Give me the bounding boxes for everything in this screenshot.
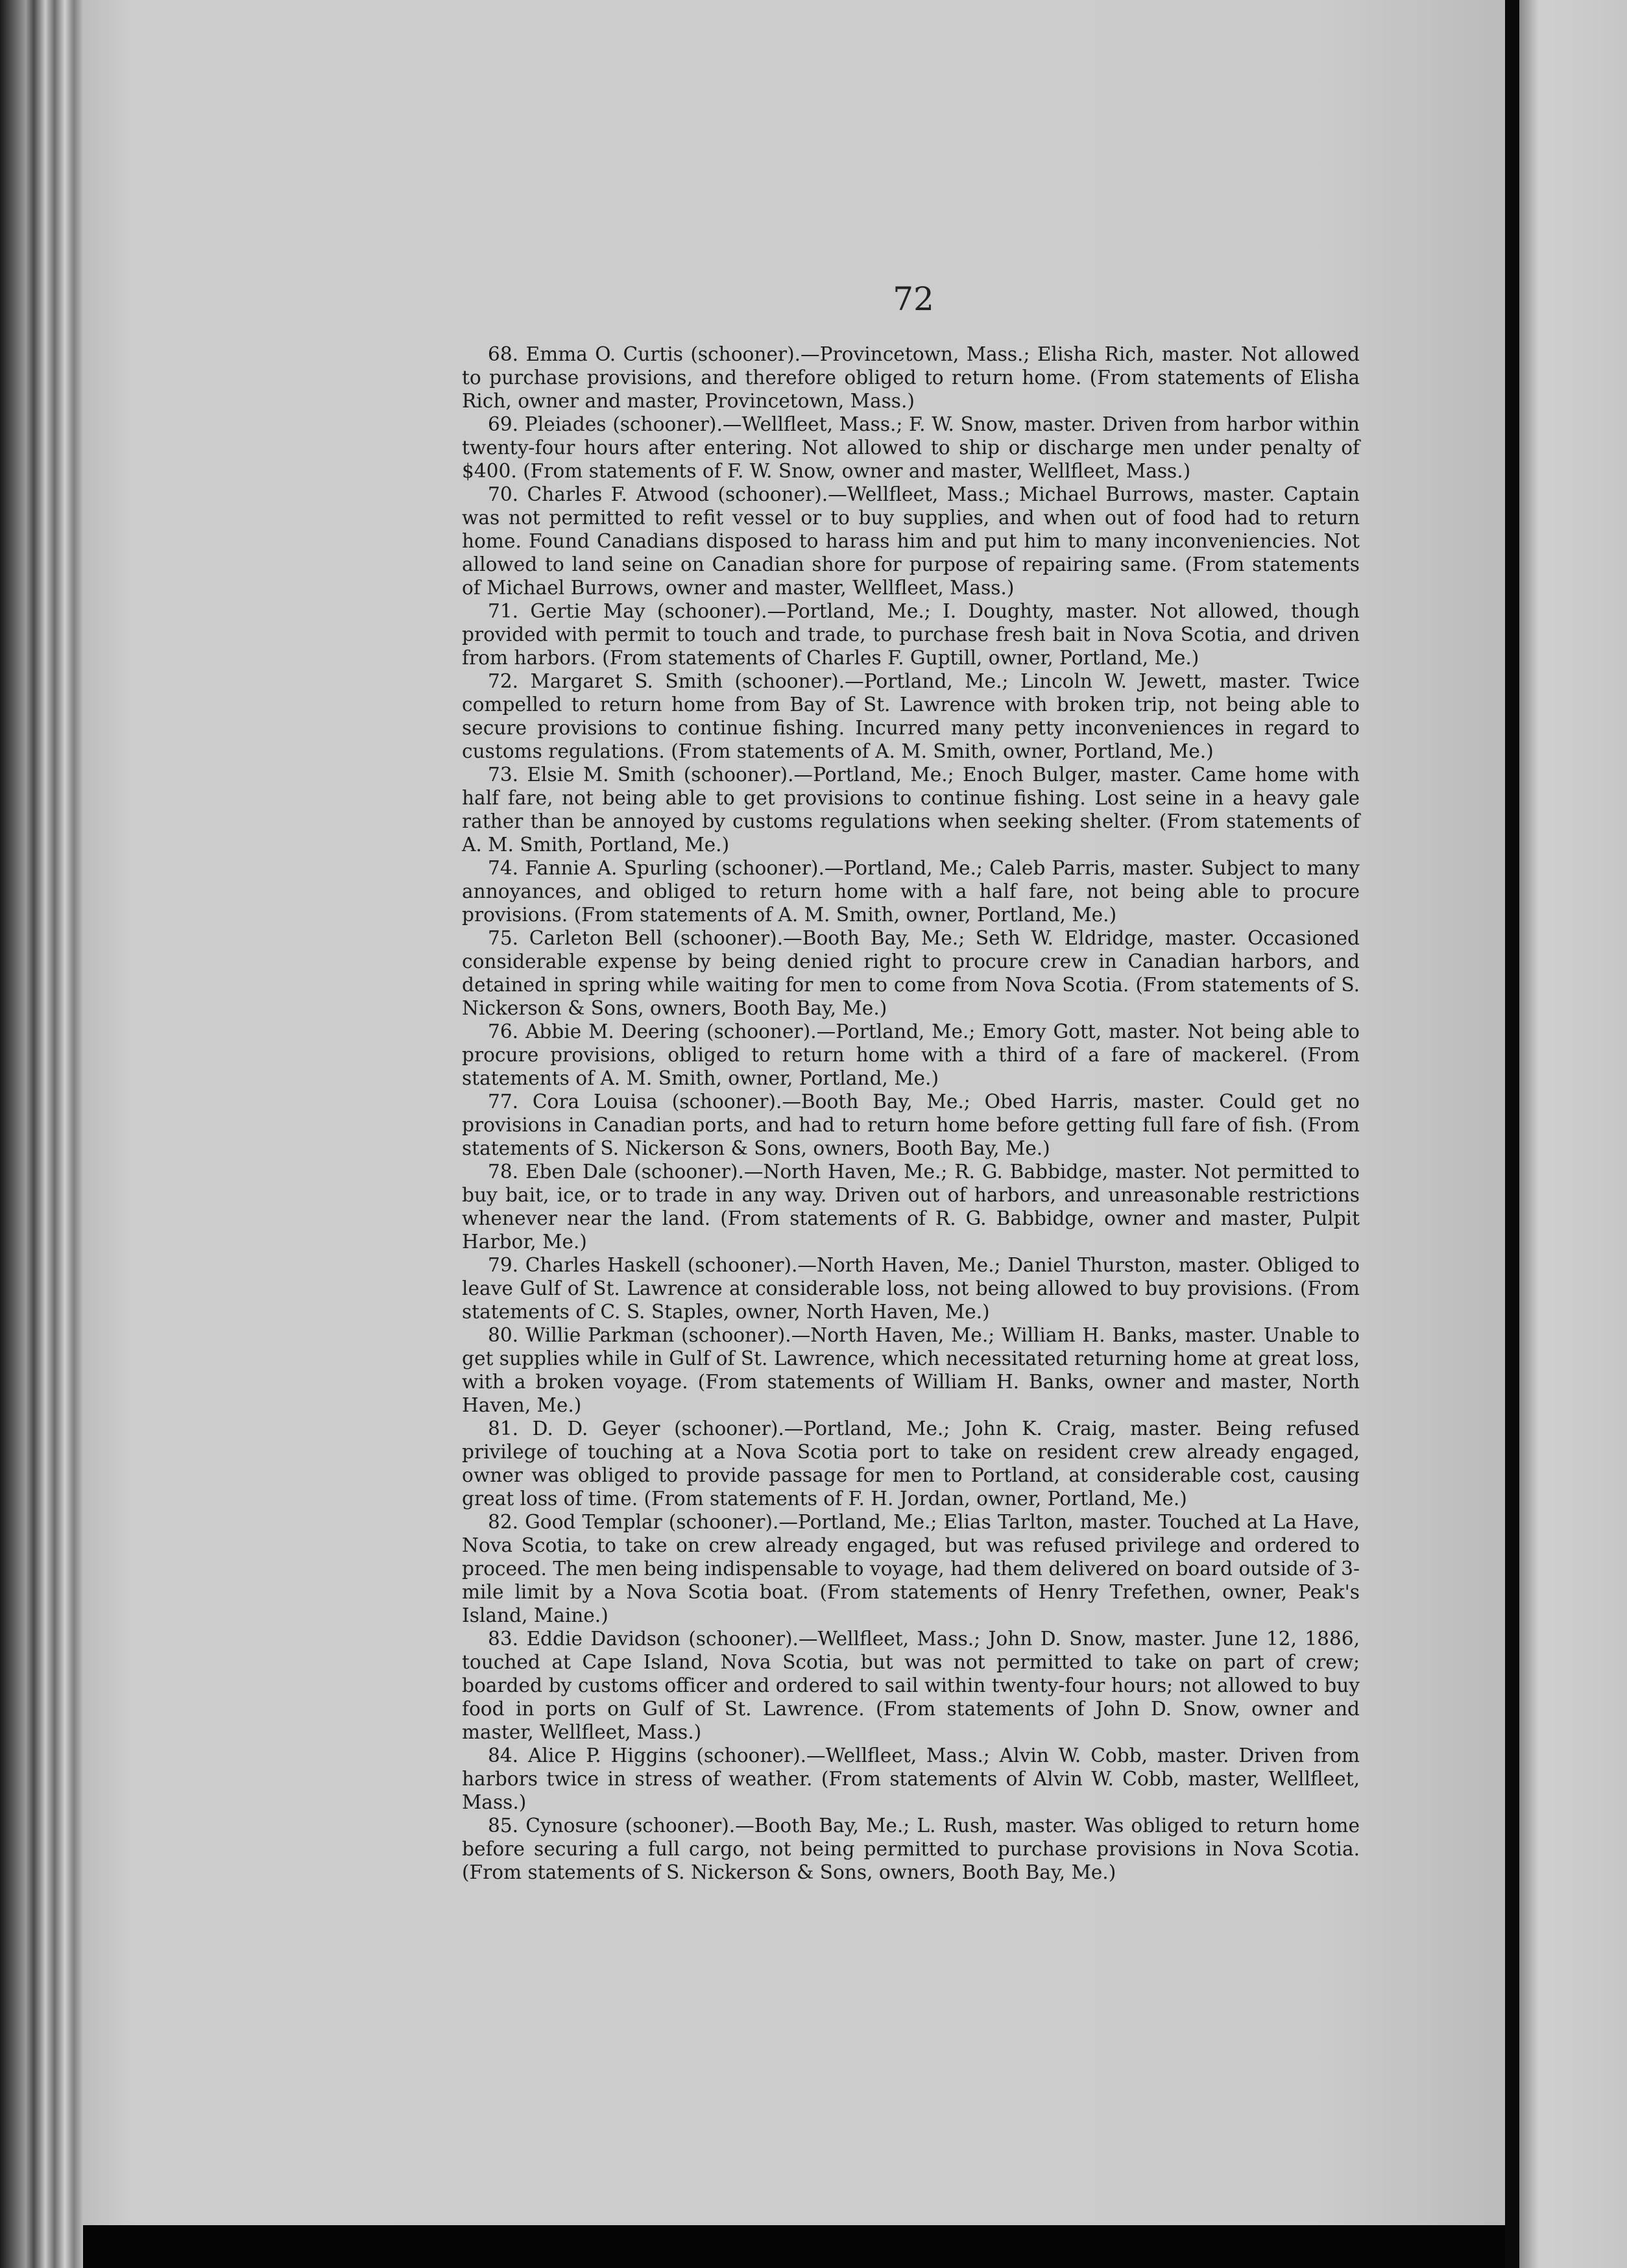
- entry-85: 85. Cynosure (schooner).—Booth Bay, Me.; L. Rush, master. Was obliged to return home before securing a full cargo, not being permitted to purchase provisions in Nova Scotia. (From statements of S. Nickerson & Sons, owners, Booth Bay, Me.): [462, 1815, 1360, 1883]
- entry-74: 74. Fannie A. Spurling (schooner).—Portland, Me.; Caleb Parris, master. Subject to many annoyances, and obliged to return home with a half fare, not being able to procure provisions. (From statements of A. M. Smith, owner, Portland, Me.): [462, 857, 1360, 926]
- entry-78: 78. Eben Dale (schooner).—North Haven, Me.; R. G. Babbidge, master. Not permitted to buy bait, ice, or to trade in any way. Driven out of harbors, and unreasonable restrictions whenever near the land. (From statements of R. G. Babbidge, owner and master, Pulpit Harbor, Me.): [462, 1161, 1360, 1253]
- entry-77: 77. Cora Louisa (schooner).—Booth Bay, Me.; Obed Harris, master. Could get no provisions in Canadian ports, and had to return home before getting full fare of fish. (From statements of S. Nickerson & Sons, owners, Booth Bay, Me.): [462, 1091, 1360, 1159]
- entry-69: 69. Pleiades (schooner).—Wellfleet, Mass.; F. W. Snow, master. Driven from harbor within twenty-four hours after entering. Not allowed to ship or discharge men under penalty of $400. (From statements of F. W. Snow, owner and master, Wellfleet, Mass.): [462, 413, 1360, 482]
- entry-82: 82. Good Templar (schooner).—Portland, Me.; Elias Tarlton, master. Touched at La Have, Nova Scotia, to take on crew already engaged, but was refused privilege and ordered to proceed. The men being indispensable to voyage, had them delivered on board outside of 3-mile limit by a Nova Scotia boat. (From statements of Henry Trefethen, owner, Peak's Island, Maine.): [462, 1511, 1360, 1626]
- entry-68: 68. Emma O. Curtis (schooner).—Provincetown, Mass.; Elisha Rich, master. Not allowed to purchase provisions, and therefore obliged to return home. (From statements of Elisha Rich, owner and master, Provincetown, Mass.): [462, 343, 1360, 412]
- book-page-edges: [0, 0, 83, 2268]
- entry-81: 81. D. D. Geyer (schooner).—Portland, Me.; John K. Craig, master. Being refused privilege of touching at a Nova Scotia port to take on resident crew already engaged, owner was obliged to provide passage for men to Portland, at considerable cost, causing great loss of time. (From statements of F. H. Jordan, owner, Portland, Me.): [462, 1418, 1360, 1510]
- entry-76: 76. Abbie M. Deering (schooner).—Portland, Me.; Emory Gott, master. Not being able to procure provisions, obliged to return home with a third of a fare of mackerel. (From statements of A. M. Smith, owner, Portland, Me.): [462, 1020, 1360, 1089]
- entry-72: 72. Margaret S. Smith (schooner).—Portland, Me.; Lincoln W. Jewett, master. Twice compelled to return home from Bay of St. Lawrence with broken trip, not being able to secure provisions to continue fishing. Incurred many petty inconveniences in regard to customs regulations. (From statements of A. M. Smith, owner, Portland, Me.): [462, 670, 1360, 762]
- entry-71: 71. Gertie May (schooner).—Portland, Me.; I. Doughty, master. Not allowed, though provided with permit to touch and trade, to purchase fresh bait in Nova Scotia, and driven from harbors. (From statements of Charles F. Guptill, owner, Portland, Me.): [462, 600, 1360, 669]
- entry-79: 79. Charles Haskell (schooner).—North Haven, Me.; Daniel Thurston, master. Obliged to leave Gulf of St. Lawrence at considerable loss, not being allowed to buy provisions. (From statements of C. S. Staples, owner, North Haven, Me.): [462, 1254, 1360, 1323]
- entry-70: 70. Charles F. Atwood (schooner).—Wellfleet, Mass.; Michael Burrows, master. Captain was not permitted to refit vessel or to buy supplies, and when out of food had to return home. Found Canadians disposed to harass him and put him to many inconveniencies. Not allowed to land seine on Canadian shore for purpose of repairing same. (From statements of Michael Burrows, owner and master, Wellfleet, Mass.): [462, 483, 1360, 599]
- entry-75: 75. Carleton Bell (schooner).—Booth Bay, Me.; Seth W. Eldridge, master. Occasioned considerable expense by being denied right to procure crew in Canadian harbors, and detained in spring while waiting for men to come from Nova Scotia. (From statements of S. Nickerson & Sons, owners, Booth Bay, Me.): [462, 927, 1360, 1019]
- entry-83: 83. Eddie Davidson (schooner).—Wellfleet, Mass.; John D. Snow, master. June 12, 1886, touched at Cape Island, Nova Scotia, but was not permitted to take on part of crew; boarded by customs officer and ordered to sail within twenty-four hours; not allowed to buy food in ports on Gulf of St. Lawrence. (From statements of John D. Snow, owner and master, Wellfleet, Mass.): [462, 1628, 1360, 1743]
- book-gutter: [1505, 0, 1519, 2268]
- adjacent-page-edge: [1519, 0, 1627, 2268]
- entry-84: 84. Alice P. Higgins (schooner).—Wellfleet, Mass.; Alvin W. Cobb, master. Driven from harbors twice in stress of weather. (From statements of Alvin W. Cobb, master, Wellfleet, Mass.): [462, 1744, 1360, 1813]
- entry-80: 80. Willie Parkman (schooner).—North Haven, Me.; William H. Banks, master. Unable to get supplies while in Gulf of St. Lawrence, which necessitated returning home at great loss, with a broken voyage. (From statements of William H. Banks, owner and master, North Haven, Me.): [462, 1324, 1360, 1416]
- entry-list: [462, 343, 1360, 1884]
- entry-73: 73. Elsie M. Smith (schooner).—Portland, Me.; Enoch Bulger, master. Came home with half fare, not being able to get provisions to continue fishing. Lost seine in a heavy gale rather than be annoyed by customs regulations when seeking shelter. (From statements of A. M. Smith, Portland, Me.): [462, 764, 1360, 856]
- page-number: 72: [893, 280, 934, 318]
